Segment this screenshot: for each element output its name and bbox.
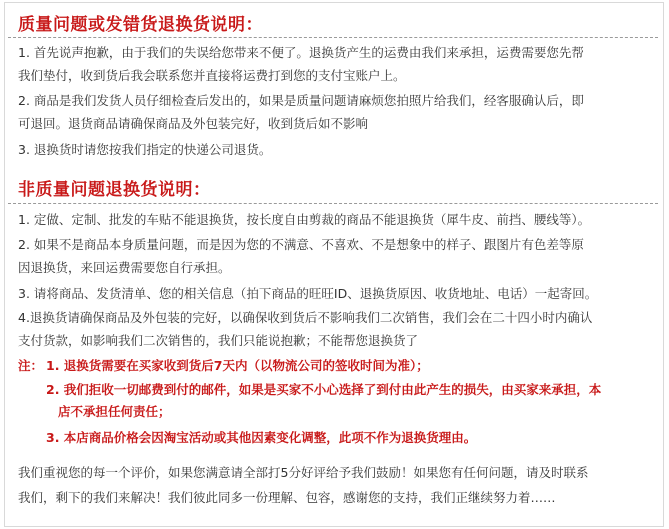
closing-line: 我们重视您的每一个评价，如果您满意请全部打5分好评给予我们鼓励！如果您有任何问题，请及时联系 <box>18 465 589 480</box>
paragraph-line: 可退回。退货商品请确保商品及外包装完好，收到货后如不影响 <box>18 116 369 131</box>
section-title-quality-issue: 质量问题或发错货退换货说明： <box>18 15 263 35</box>
non-quality-item-4 <box>18 306 654 352</box>
paragraph-line: 支付货款，如影响我们二次销售的，我们只能说抱歉；不能帮您退换货了 <box>18 333 419 348</box>
note-item-2 <box>46 379 601 423</box>
section-divider <box>8 37 658 38</box>
paragraph-line: 我们垫付，收到货后我会联系您并直接将运费打到您的支付宝账户上。 <box>18 68 406 83</box>
note-line: 1. 退换货需要在买家收到货后7天内（以物流公司的签收时间为准）； <box>46 358 429 373</box>
paragraph-line: 2. 商品是我们发货人员仔细检查后发出的，如果是质量问题请麻烦您拍照片给我们，经客服确认后，即 <box>18 93 584 108</box>
note-line: 2. 我们拒收一切邮费到付的邮件，如果是买家不小心选择了到付由此产生的损失，由买家来承担，本 <box>46 382 602 397</box>
paragraph-line: 3. 请将商品、发货清单、您的相关信息（拍下商品的旺旺ID、退换货原因、收货地址、电话）一起寄回。 <box>18 286 598 301</box>
quality-item-2 <box>18 89 654 135</box>
note-line: 店不承担任何责任； <box>58 404 171 419</box>
non-quality-item-1 <box>18 208 654 231</box>
paragraph-line: 4.退换货请确保商品及外包装的完好，以确保收到货后不影响我们二次销售，我们会在二十四小时内确认 <box>18 310 593 325</box>
note-item-1 <box>46 355 429 377</box>
non-quality-item-3 <box>18 282 654 305</box>
closing-message <box>18 460 654 510</box>
paragraph-line: 1. 定做、定制、批发的车贴不能退换货，按长度自由剪裁的商品不能退换货（犀牛皮、前挡、腰线等）。 <box>18 212 591 227</box>
quality-item-3 <box>18 138 654 161</box>
note-prefix: 注： <box>18 358 44 373</box>
closing-line: 我们，剩下的我们来解决！我们彼此同多一份理解、包容，感谢您的支持，我们正继续努力着…… <box>18 490 556 505</box>
paragraph-line: 2. 如果不是商品本身质量问题，而是因为您的不满意、不喜欢、不是想象中的样子、跟图片有色差等原 <box>18 237 584 252</box>
note-line: 3. 本店商品价格会因淘宝活动或其他因素变化调整，此项不作为退换货理由。 <box>46 430 477 445</box>
section-title-non-quality-issue: 非质量问题退换货说明： <box>18 180 211 200</box>
section-divider <box>8 203 658 204</box>
note-item-3 <box>46 427 476 449</box>
quality-item-1 <box>18 41 654 87</box>
paragraph-line: 1. 首先说声抱歉，由于我们的失误给您带来不便了。退换货产生的运费由我们来承担，运费需要您先帮 <box>18 45 584 60</box>
paragraph-line: 3. 退换货时请您按我们指定的快递公司退货。 <box>18 142 272 157</box>
paragraph-line: 因退换货，来回运费需要您自行承担。 <box>18 260 231 275</box>
non-quality-item-2 <box>18 233 654 279</box>
